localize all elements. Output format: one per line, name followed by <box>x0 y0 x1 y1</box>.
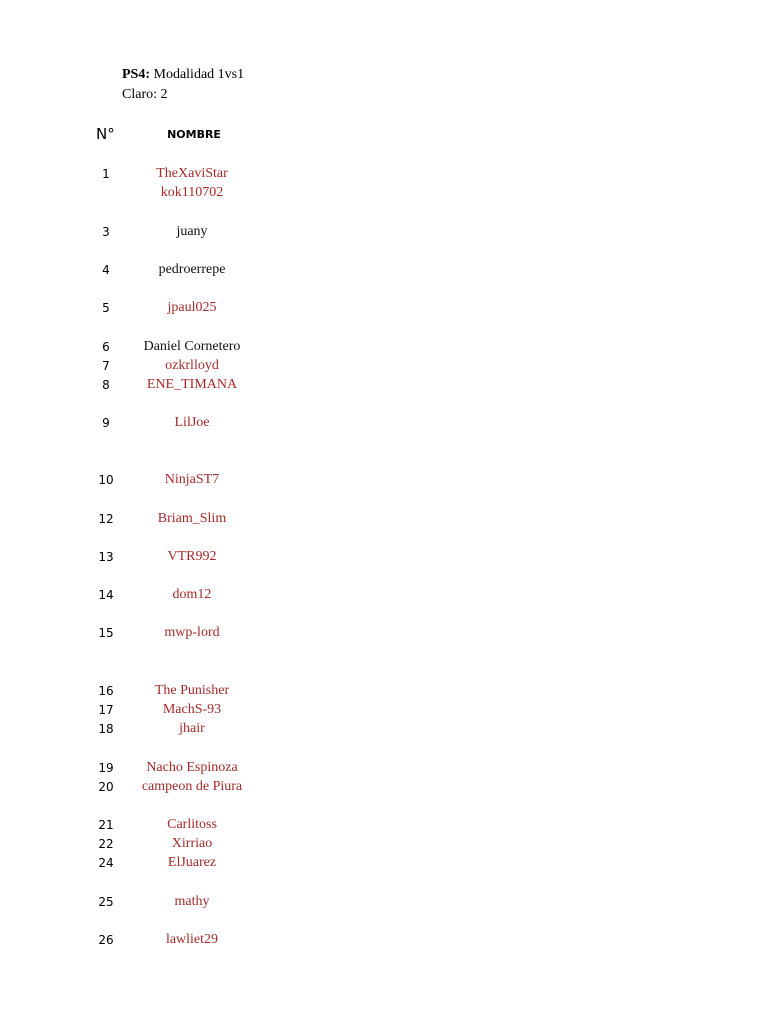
row-number: 26 <box>98 933 114 947</box>
row-number: 1 <box>102 167 110 181</box>
row-number: 15 <box>98 626 114 640</box>
player-name: VTR992 <box>167 549 217 564</box>
row-number: 20 <box>98 780 114 794</box>
player-name: NinjaST7 <box>164 472 220 487</box>
row-number: 14 <box>98 588 114 602</box>
player-name: Xirriao <box>171 836 213 851</box>
platform-label: PS4: <box>122 67 150 82</box>
player-name: campeon de Piura <box>141 779 243 794</box>
claro-line: Claro: 2 <box>122 87 168 102</box>
player-name: mwp-lord <box>164 625 220 640</box>
player-name: juany <box>176 224 208 239</box>
player-name: dom12 <box>172 587 212 602</box>
player-name: LilJoe <box>174 415 210 430</box>
row-number: 24 <box>98 856 114 870</box>
row-number: 25 <box>98 895 114 909</box>
platform-mode-line <box>122 66 244 84</box>
player-name: The Punisher <box>154 683 230 698</box>
player-name: TheXaviStar <box>156 166 228 181</box>
player-name: Briam_Slim <box>157 511 227 526</box>
row-number: 13 <box>98 550 114 564</box>
player-name: jpaul025 <box>167 300 217 315</box>
player-name: ElJuarez <box>167 855 217 870</box>
column-header-name: NOMBRE <box>167 128 221 141</box>
player-name: lawliet29 <box>165 932 219 947</box>
row-number: 17 <box>98 703 114 717</box>
player-name: ENE_TIMANA <box>146 377 238 392</box>
row-number: 8 <box>102 378 110 392</box>
row-number: 19 <box>98 761 114 775</box>
player-name: Nacho Espinoza <box>146 760 238 775</box>
row-number: 12 <box>98 512 114 526</box>
row-number: 5 <box>102 301 110 315</box>
player-name: Daniel Cornetero <box>143 339 241 354</box>
row-number: 4 <box>102 263 110 277</box>
player-name: mathy <box>174 894 210 909</box>
player-name: jhair <box>179 721 205 736</box>
player-name: Carlitoss <box>167 817 217 832</box>
row-number: 10 <box>98 473 114 487</box>
row-number: 7 <box>102 359 110 373</box>
row-number: 6 <box>102 340 110 354</box>
player-name: pedroerrepe <box>158 262 226 277</box>
row-number: 3 <box>102 225 110 239</box>
row-number: 21 <box>98 818 114 832</box>
row-number: 18 <box>98 722 114 736</box>
player-name: kok110702 <box>160 185 224 200</box>
mode-text: Modalidad 1vs1 <box>150 67 245 82</box>
row-number: 9 <box>102 416 110 430</box>
row-number: 16 <box>98 684 114 698</box>
player-name: MachS-93 <box>162 702 222 717</box>
column-header-number: N° <box>96 125 115 143</box>
row-number: 22 <box>98 837 114 851</box>
player-name: ozkrlloyd <box>165 358 219 373</box>
